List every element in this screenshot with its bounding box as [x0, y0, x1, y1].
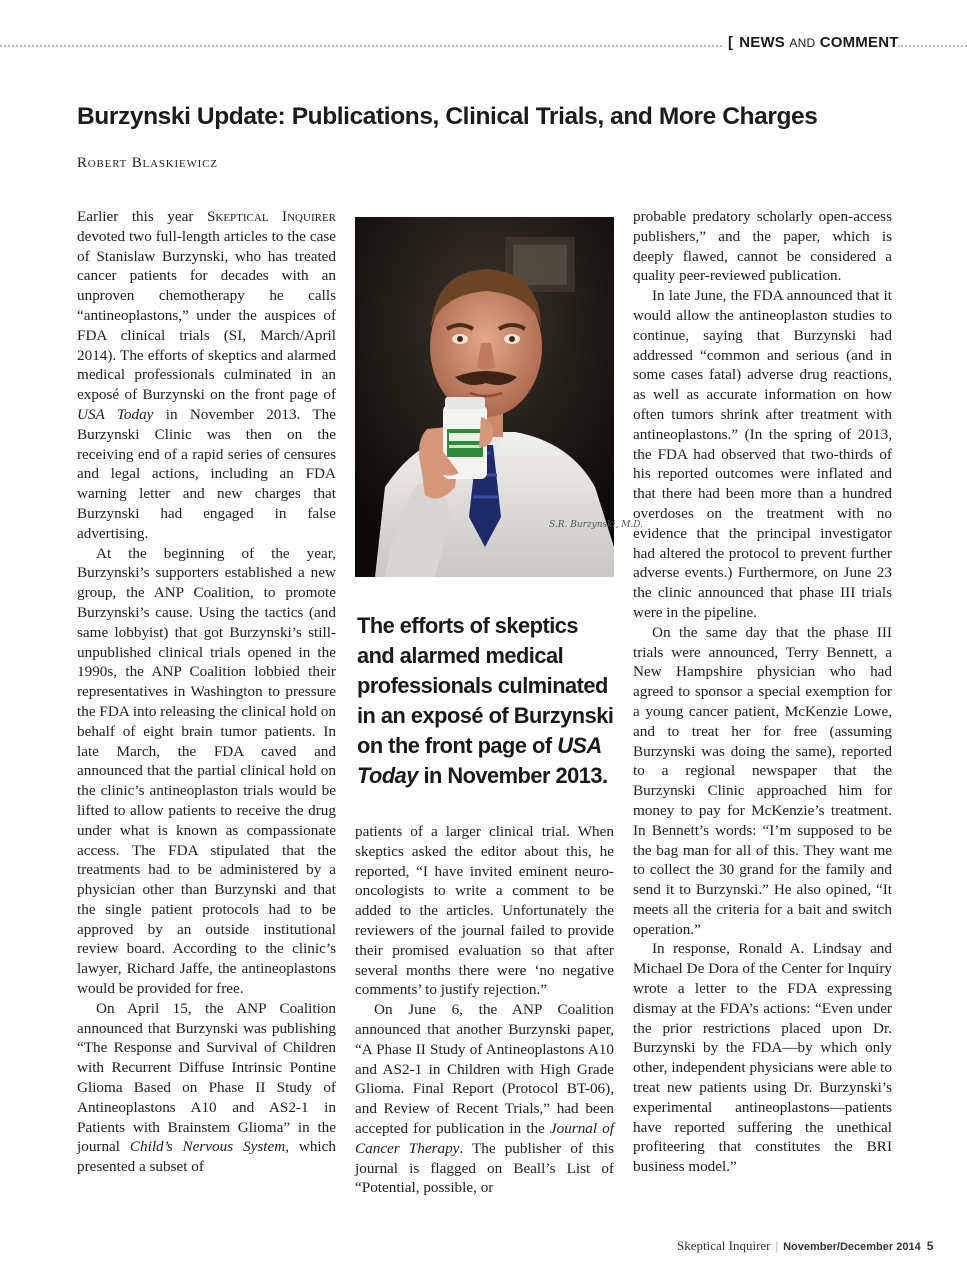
- paragraph: On April 15, the ANP Coalition announced that Burzynski was publishing “The Response and Survival of Children with Recurrent Diffuse Intrinsic Pontine Glioma Based on Phase II Study of Antineoplastons A10 and AS2-1 in Patients with Brainstem Glioma” in the journal Child’s Nervous System, which presented a subset of: [77, 999, 336, 1176]
- pull-quote: The efforts of skeptics and alarmed medical professionals culminated in an exposé of Burzynski on the front page of USA Today in November 2013.: [357, 613, 614, 788]
- paragraph: patients of a larger clinical trial. When skeptics asked the editor about this, he reported, “I have invited eminent neuro-oncologists to write a comment to be added to the articles. Unfortunately the reviewers of the journal failed to provide their promised evaluation so that after several months there were ‘no negative comments’ to justify rejection.”: [355, 823, 614, 999]
- header-dotted-rule-right: [898, 45, 967, 47]
- section-tag-and: AND: [789, 36, 816, 50]
- column-2: [355, 822, 614, 1198]
- footer-issue-date: November/December 2014: [783, 1241, 921, 1253]
- paragraph: Earlier this year Skeptical Inquirer devoted two full-length articles to the case of Stanislaw Burzynski, who has treated cancer patients for decades with an unproven chemotherapy he calls “antineoplastons,” under the auspices of FDA clinical trials (SI, March/April 2014). The efforts of skeptics and alarmed medical professionals culminated in an exposé of Burzynski on the front page of USA Today in November 2013. The Burzynski Clinic was then on the receiving end of a rapid series of censures and legal actions, including an FDA warning letter and new charges that Burzynski had engaged in false advertising.: [77, 208, 337, 542]
- page-number: 5: [926, 1239, 934, 1253]
- section-tag: [728, 34, 899, 51]
- footer-separator: |: [775, 1238, 779, 1253]
- paragraph: In late June, the FDA announced that it would allow the antineoplaston studies to continue, saying that Burzynski had addressed “common and serious (and in some cases fatal) adverse drug reactions, as well as accurate information on how often tumors shrink after treatment with antineoplastons.” (In the spring of 2013, the FDA had observed that two-thirds of his reported outcomes were inflated and that there had been more than a hundred overdoses on the treatment with no evidence that the principal investigator had altered the protocol to prevent further adverse events.) Furthermore, on June 23 the clinic announced that phase III trials were in the pipeline.: [633, 287, 892, 621]
- photo-signature: S.R. Burzynski, M.D.: [549, 520, 644, 530]
- author-byline: Robert Blaskiewicz: [77, 155, 218, 171]
- paragraph: probable predatory scholarly open-access publishers,” and the paper, which is deeply flawed, cannot be considered a quality peer-reviewed publication.: [633, 208, 892, 285]
- paragraph: At the beginning of the year, Burzynski’s supporters established a new group, the ANP Coalition, to promote Burzynski’s cause. Using the tactics (and same lobbyist) that got Burzynski’s still-unpublished clinical trials opened in the 1990s, the ANP Coalition lobbied their representatives in Washington to pressure the FDA into releasing the clinical hold on behalf of eight brain tumor patients. In late March, the FDA caved and announced that the partial clinical hold on the clinic’s antineoplaston trials would be lifted to allow patients to receive the drug under what is known as compassionate access. The FDA stipulated that the treatments had to be administered by a physician other than Burzynski and that the single patient protocols had to be approved by an outside institutional review board. According to the clinic’s lawyer, Richard Jaffe, the antineoplastons would be provided for free.: [77, 544, 336, 998]
- paragraph: In response, Ronald A. Lindsay and Michael De Dora of the Center for Inquiry wrote a letter to the FDA expressing dismay at the FDA’s actions: “Even under the prior restrictions placed upon Dr. Burzynski by the FDA—by which only other, independent physicians were able to treat new patients using Dr. Burzynski’s experimental antineoplastons—patients have reported suffering the unethical profiteering that constitutes the BRI business model.”: [633, 940, 892, 1176]
- column-1: [77, 207, 336, 1177]
- article-title: Burzynski Update: Publications, Clinical Trials, and More Charges: [77, 103, 818, 130]
- section-tag-news: NEWS: [739, 34, 786, 51]
- section-tag-bracket: [: [728, 34, 734, 51]
- footer-publication: Skeptical Inquirer: [677, 1238, 771, 1253]
- page-footer: [677, 1238, 933, 1254]
- header-dotted-rule-left: [0, 45, 722, 47]
- column-3: [633, 207, 892, 1177]
- paragraph: On June 6, the ANP Coalition announced that another Burzynski paper, “A Phase II Study of Antineoplastons A10 and AS2-1 in Children with High Grade Glioma. Final Report (Protocol BT-06), and Review of Recent Trials,” had been accepted for publication in the Journal of Cancer Therapy. The publisher of this journal is flagged on Beall’s List of “Potential, possible, or: [355, 1001, 614, 1197]
- article-photo: [355, 217, 644, 577]
- paragraph: On the same day that the phase III trials were announced, Terry Bennett, a New Hampshire physician who had agreed to sponsor a special exemption for a young cancer patient, McKenzie Lowe, and to treat her for free (assuming Burzynski was doing the same), reported to a regional newspaper that the Burzynski Clinic approached him for money to pay for McKenzie’s treatment. In Bennett’s words: “I’m supposed to be the bag man for all of this. They want me to collect the 30 grand for the family and send it to Burzynski.” He also opined, “It meets all the criteria for a bait and switch operation.”: [633, 623, 892, 938]
- section-tag-comment: COMMENT: [819, 34, 899, 51]
- photo-portrait-illustration: [355, 217, 644, 577]
